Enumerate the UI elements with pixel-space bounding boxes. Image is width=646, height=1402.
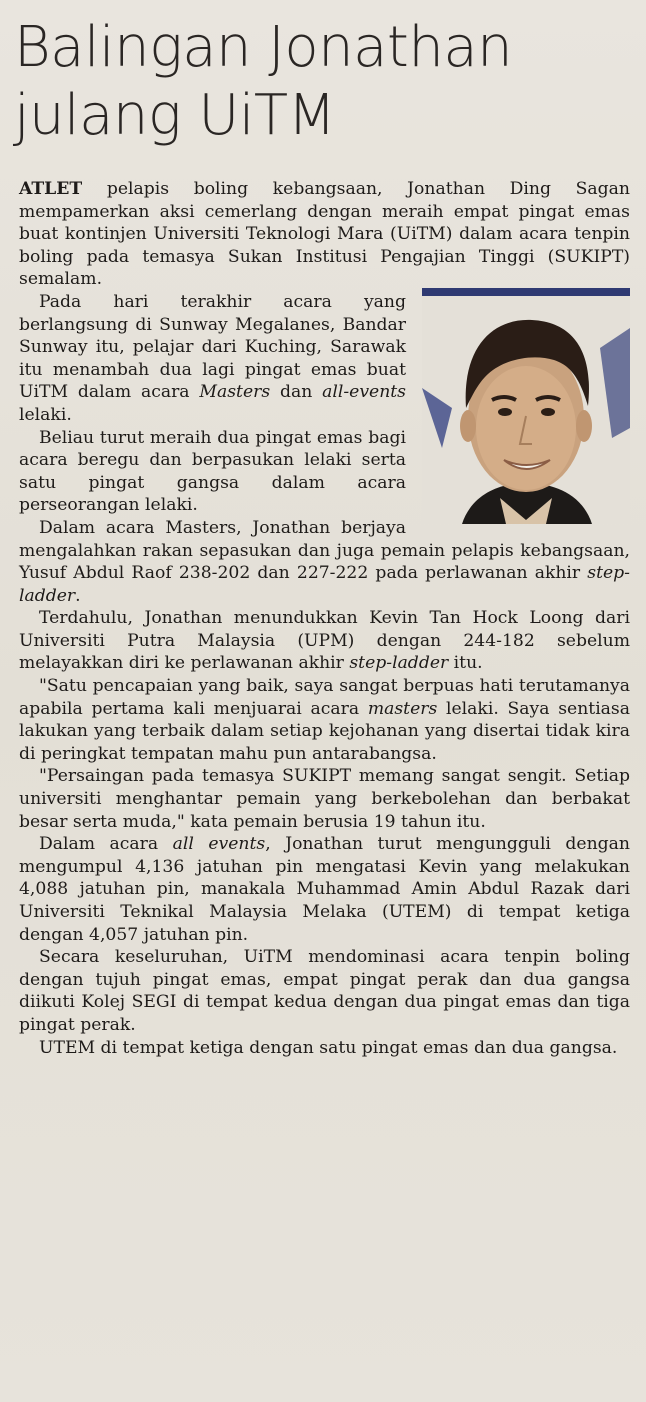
portrait-photo — [422, 288, 630, 524]
paragraph-1: ATLET pelapis boling kebangsaan, Jonathan Ding Sagan mempamerkan aksi cemerlang dengan meraih empat pingat emas buat kontinjen Universiti Teknologi Mara (UiTM) dalam acara tenpin boling pada temasya Sukan Institusi Pengajian Tinggi (SUKIPT) semalam. — [19, 179, 630, 290]
headline: Balingan Jonathan julang UiTM — [14, 15, 513, 148]
paragraph-10: UTEM di tempat ketiga dengan satu pingat emas dan dua gangsa. — [39, 1037, 618, 1058]
paragraph-4: Dalam acara Masters, Jonathan berjaya mengalahkan rakan sepasukan dan juga pemain pelapis kebangsaan, Yusuf Abdul Raof 238-202 dan 227-222 pada perlawanan akhir step-ladder. — [19, 517, 630, 606]
paragraph-3: Beliau turut meraih dua pingat emas bagi acara beregu dan berpasukan lelaki serta satu pingat gangsa dalam acara perseorangan lelaki. — [19, 427, 406, 516]
paragraph-6: "Satu pencapaian yang baik, saya sangat berpuas hati terutamanya apabila pertama kali menjuarai acara masters lelaki. Saya sentiasa lakukan yang terbaik dalam setiap kejohanan yang disertai tidak kira di peringkat tempatan mahu pun antarabangsa. — [19, 676, 631, 764]
lead-word: ATLET — [19, 179, 83, 199]
paragraph-8: Dalam acara all events, Jonathan turut mengungguli dengan mengumpul 4,136 jatuhan pin mengatasi Kevin yang melakukan 4,088 jatuhan pin, manakala Muhammad Amin Abdul Razak dari Universiti Teknikal Malaysia Melaka (UTEM) di tempat ketiga dengan 4,057 jatuhan pin. — [19, 834, 630, 945]
article-body — [19, 178, 630, 1059]
portrait-illustration — [422, 288, 630, 524]
paragraph-9: Secara keseluruhan, UiTM mendominasi acara tenpin boling dengan tujuh pingat emas, empat pingat perak dan dua gangsa diikuti Kolej SEGI di tempat kedua dengan dua pingat emas dan tiga pingat perak. — [19, 947, 630, 1035]
paragraph-5: Terdahulu, Jonathan menundukkan Kevin Tan Hock Loong dari Universiti Putra Malaysia (UPM) dengan 244-182 sebelum melayakkan diri ke perlawanan akhir step-ladder itu. — [19, 608, 630, 674]
paragraph-7: "Persaingan pada temasya SUKIPT memang sangat sengit. Setiap universiti menghantar pemain yang berkebolehan dan berbakat besar serta muda," kata pemain berusia 19 tahun itu. — [19, 766, 630, 832]
paragraph-2: Pada hari terakhir acara yang berlangsung di Sunway Megalanes, Bandar Sunway itu, pelajar dari Kuching, Sarawak itu menambah dua lagi pingat emas buat UiTM dalam acara Masters dan all-events lelaki. — [19, 291, 407, 425]
